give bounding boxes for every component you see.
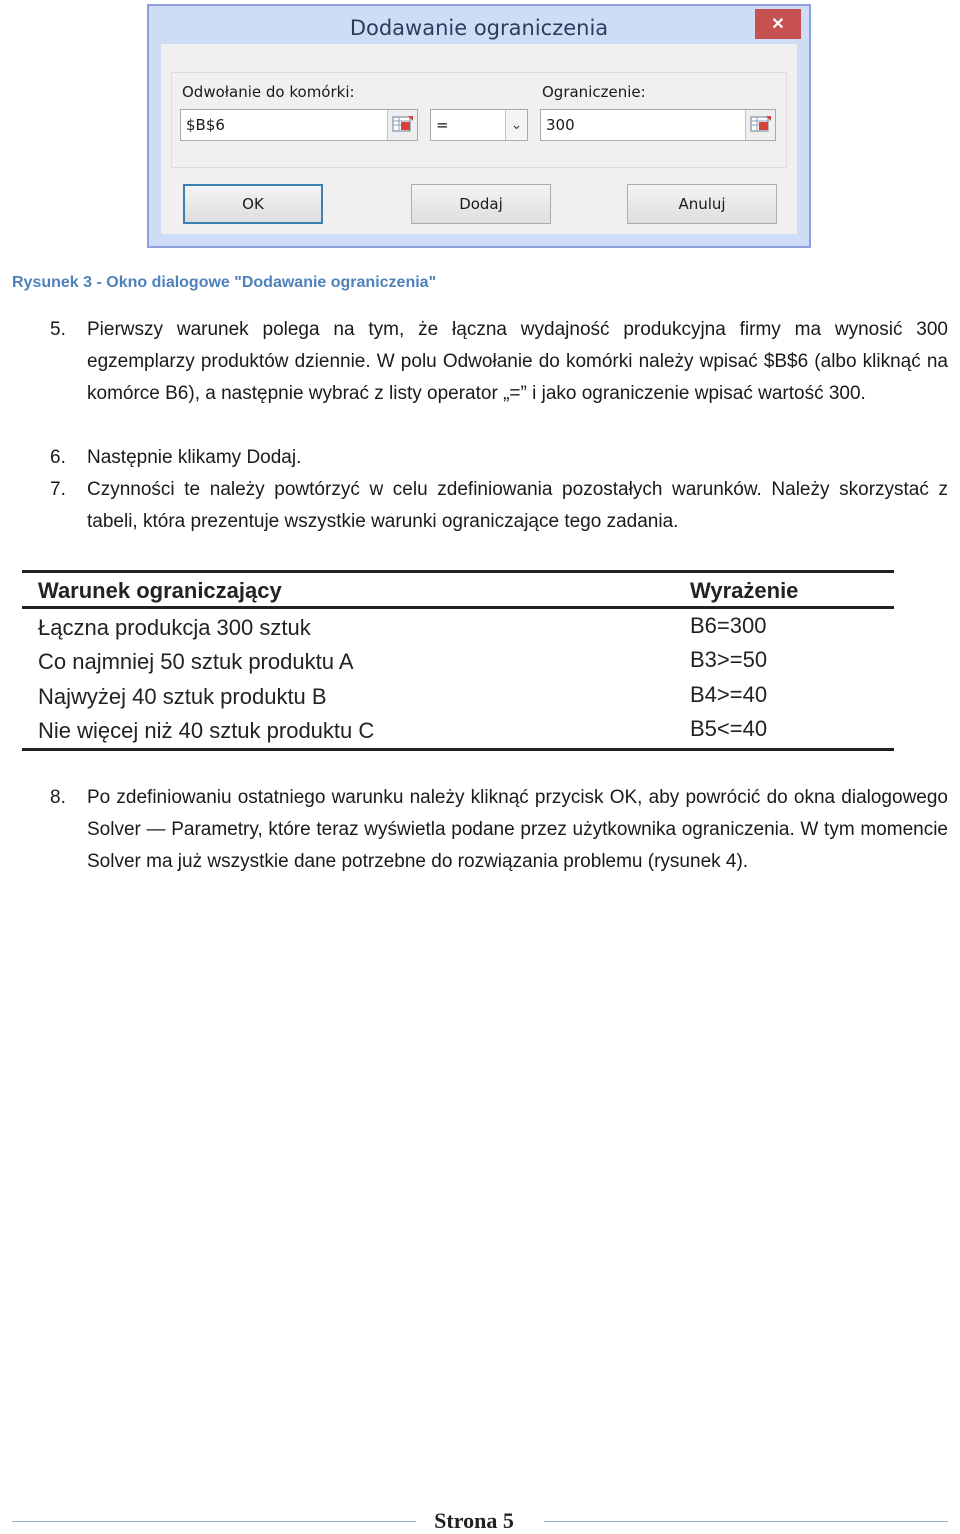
- table-header-rule: [22, 606, 894, 609]
- chevron-down-icon[interactable]: ⌄: [505, 110, 527, 140]
- table-cell: B3>=50: [690, 647, 768, 672]
- add-constraint-dialog: [147, 4, 811, 248]
- footer-rule: [12, 1521, 416, 1522]
- range-select-icon: [388, 110, 416, 138]
- step-text: Następnie klikamy Dodaj.: [87, 447, 302, 468]
- page-number: Strona 5: [434, 1508, 514, 1533]
- range-select-icon: [746, 110, 774, 138]
- constraint-value: 300: [546, 116, 575, 134]
- table-bottom-rule: [22, 748, 894, 751]
- table-cell: B5<=40: [690, 716, 768, 741]
- operator-value: =: [436, 116, 449, 134]
- constraint-collapse-button[interactable]: [745, 110, 775, 140]
- constraint-input[interactable]: [540, 109, 776, 141]
- step-text: Po zdefiniowaniu ostatniego warunku należy kliknąć przycisk OK, aby powrócić do okna dialogowego Solver — Parametry, które teraz wyświetla podane przez użytkownika ograniczenia. W tym momencie Solver ma już wszystkie dane potrzebne do rozwiązania problemu (rysunek 4).: [87, 787, 948, 872]
- table-cell: Nie więcej niż 40 sztuk produktu C: [38, 718, 375, 743]
- constraints-table: [22, 570, 894, 752]
- dialog-body: [161, 44, 797, 234]
- table-cell: Najwyżej 40 sztuk produktu B: [38, 684, 327, 709]
- column-header: Warunek ograniczający: [38, 578, 282, 603]
- constraint-label: Ograniczenie:: [542, 83, 646, 101]
- close-icon: ✕: [771, 16, 785, 33]
- footer-rule: [544, 1521, 948, 1522]
- table-top-rule: [22, 570, 894, 573]
- constraint-group: [171, 72, 787, 168]
- ok-button[interactable]: OK: [183, 184, 323, 224]
- step-text: Czynności te należy powtórzyć w celu zdefiniowania pozostałych warunków. Należy skorzystać z tabeli, która prezentuje wszystkie warunki ograniczające tego zadania.: [87, 479, 948, 532]
- step-item: [50, 782, 948, 878]
- cell-ref-collapse-button[interactable]: [387, 110, 417, 140]
- step-item: [50, 474, 948, 538]
- step-number: 6.: [50, 447, 66, 468]
- step-item: [50, 442, 948, 474]
- cell-ref-input[interactable]: [180, 109, 418, 141]
- figure-caption: Rysunek 3 - Okno dialogowe "Dodawanie ograniczenia": [12, 274, 437, 291]
- step-number: 7.: [50, 479, 66, 500]
- cell-ref-value: $B$6: [186, 116, 225, 134]
- add-button[interactable]: Dodaj: [411, 184, 551, 224]
- table-cell: B4>=40: [690, 682, 768, 707]
- cell-ref-label: Odwołanie do komórki:: [182, 83, 355, 101]
- operator-select[interactable]: [430, 109, 528, 141]
- table-cell: B6=300: [690, 613, 767, 638]
- cancel-button[interactable]: Anuluj: [627, 184, 777, 224]
- dialog-title: Dodawanie ograniczenia: [349, 16, 609, 40]
- table-cell: Łączna produkcja 300 sztuk: [38, 615, 311, 640]
- close-button[interactable]: [755, 9, 801, 39]
- table-cell: Co najmniej 50 sztuk produktu A: [38, 649, 354, 674]
- step-number: 8.: [50, 787, 66, 808]
- column-header: Wyrażenie: [690, 578, 799, 603]
- step-item: [50, 314, 948, 410]
- step-text: Pierwszy warunek polega na tym, że łączna wydajność produkcyjna firmy ma wynosić 300 egzemplarzy produktów dziennie. W polu Odwołanie do komórki należy wpisać $B$6 (albo kliknąć na komórce B6), a następnie wybrać z listy operator „=” i jako ograniczenie wpisać wartość 300.: [87, 319, 948, 404]
- step-number: 5.: [50, 319, 66, 340]
